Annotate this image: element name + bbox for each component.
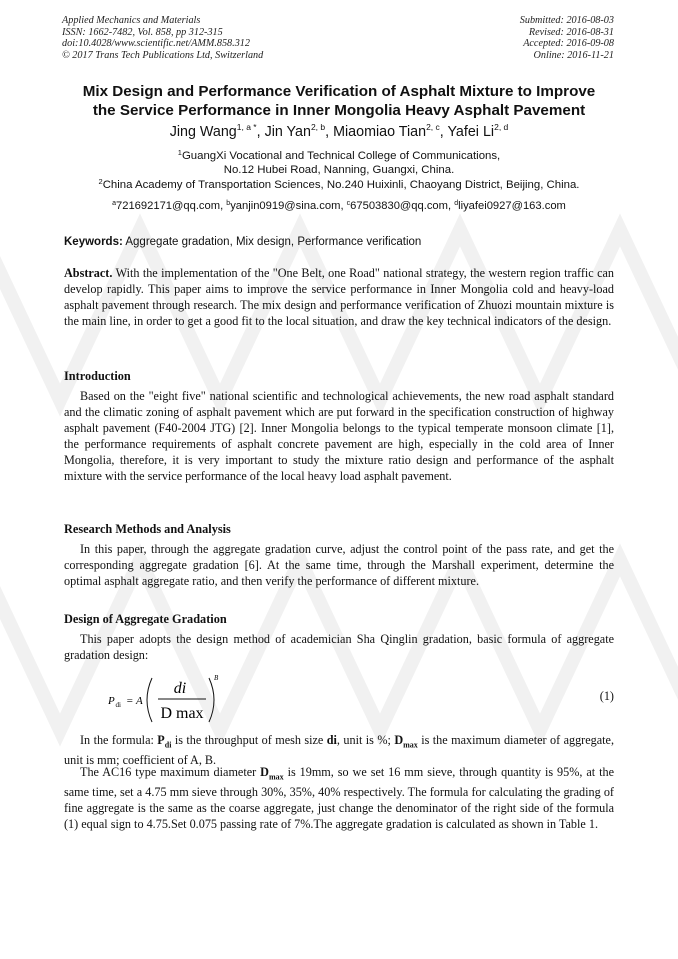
formula-lhs: P xyxy=(108,695,115,707)
equation-number: (1) xyxy=(599,689,614,703)
email-link[interactable]: 721692171@qq.com xyxy=(116,200,221,212)
introduction-text: Based on the "eight five" national scientific and technological achievements, the new road asphalt standard and the climatic zoning of asphalt pavement which are put forward in the specification construction of highway asphalt pavement (F40-2004 JTG) [2]. Inner Mongolia belongs to the typical temperate monsoon climate [1], the performance requirements of asphalt concrete pavement are high, especially in the cold area of Inner Mongolia, therefore, it is very important to study the mixture ratio design and performance of the asphalt mixture with the service performance of the local heavy load asphalt pavement. xyxy=(64,389,614,483)
formula-eq: = A xyxy=(126,695,143,707)
section-heading-design: Design of Aggregate Gradation xyxy=(64,612,227,626)
text-run: is 19mm, so we set 16 mm sieve, through quantity is 95%, at the same time, set a 4.75 mm sieve through 30%, 35%, 40% respectively. The formula for calculating the grading of fine aggregate is the same as the coarse aggregate, just change the denominator of the right side of the formula (1) equal sign to 4.75.Set 0.075 passing rate of 7%.The aggregate gradation is calculated as shown in Table 1. xyxy=(64,765,614,832)
abstract-label: Abstract. xyxy=(64,266,113,280)
email-sup: d xyxy=(454,200,459,207)
email-sup: a xyxy=(112,200,117,207)
design-text: This paper adopts the design method of academician Sha Qinglin gradation, basic formula of aggregate gradation design: xyxy=(64,632,614,662)
affiliation-line: No.12 Hubei Road, Nanning, Guangxi, China. xyxy=(223,164,455,176)
formula-numerator: di xyxy=(173,680,187,697)
section-heading-methods: Research Methods and Analysis xyxy=(64,522,231,536)
author-sup: 2, b xyxy=(310,122,326,132)
email-link[interactable]: yanjin0919@sina.com xyxy=(230,200,341,212)
author-sup: 2, d xyxy=(494,122,509,132)
symbol-d: D xyxy=(260,765,269,779)
section-heading-introduction: Introduction xyxy=(64,369,131,383)
affiliation-line: GuangXi Vocational and Technical College of Communications, xyxy=(181,150,501,162)
formula-exponent: B xyxy=(214,674,219,682)
paper-title xyxy=(50,82,628,120)
keywords-text: Aggregate gradation, Mix design, Performance verification xyxy=(122,236,422,248)
author-sup: 1, a * xyxy=(236,122,257,132)
doi: doi:10.4028/www.scientific.net/AMM.858.312 xyxy=(62,38,250,50)
title-line: the Service Performance in Inner Mongolia Heavy Asphalt Pavement xyxy=(92,102,586,119)
text-run: is the maximum diameter of aggregate, unit is mm; coefficient of A, B. xyxy=(64,733,614,768)
copyright: © 2017 Trans Tech Publications Ltd, Switzerland xyxy=(62,49,264,61)
email-sup: b xyxy=(226,200,231,207)
email-link[interactable]: 67503830@qq.com xyxy=(350,200,448,212)
email-list: $^a$721692171@qq.com, $^b$yanjin0919@sina.com, $^c$67503830@qq.com, $^d$liyafei0927@163.com xyxy=(112,200,566,212)
author-name: Miaomiao Tian xyxy=(333,124,427,140)
submitted-date: Submitted: 2016-08-03 xyxy=(519,15,614,26)
gradation-formula xyxy=(108,670,308,730)
keywords-label: Keywords: xyxy=(64,236,123,248)
affiliation-sup: 1 xyxy=(177,148,182,157)
dates-info xyxy=(520,15,614,61)
formula-lhs-sub: di xyxy=(115,701,121,709)
author-list: Jing Wang$^{1, a *}$, Jin Yan$^{2, b}$, Miaomiao Tian$^{2, c}$, Yafei Li$^{2, d}$ xyxy=(169,122,509,140)
methods-text: In this paper, through the aggregate gradation curve, adjust the control point of the pass rate, and get the corresponding aggregate gradation [6]. At the same time, through the Marshall experiment, determine the optimal asphalt aggregate ratio, and then verify the performance of different mixture. xyxy=(64,542,614,588)
revised-date: Revised: 2016-08-31 xyxy=(528,26,614,38)
accepted-date: Accepted: 2016-09-08 xyxy=(523,38,614,50)
author-name: Jin Yan xyxy=(264,124,311,140)
symbol-sub: max xyxy=(403,740,418,750)
right-paren xyxy=(209,678,214,722)
text-run: In the formula: xyxy=(80,733,158,747)
journal-name: Applied Mechanics and Materials xyxy=(62,15,201,26)
formula-denominator: D max xyxy=(160,705,204,722)
symbol-p: P xyxy=(157,733,165,747)
symbol-sub: max xyxy=(268,772,284,782)
journal-info xyxy=(62,15,263,61)
online-date: Online: 2016-11-21 xyxy=(533,49,614,61)
left-paren xyxy=(147,678,152,722)
affiliation-1 xyxy=(30,149,648,177)
title-line: Mix Design and Performance Verification of Asphalt Mixture to Improve xyxy=(82,83,596,100)
abstract xyxy=(64,266,614,330)
affiliation-2 xyxy=(30,178,648,192)
keywords xyxy=(64,235,614,249)
text-run: The AC16 type maximum diameter xyxy=(80,765,261,779)
issn: ISSN: 1662-7482, Vol. 858, pp 312-315 xyxy=(62,26,223,38)
email-link[interactable]: liyafei0927@163.com xyxy=(458,200,566,212)
text-run: , unit is %; xyxy=(336,733,395,747)
text-run: is the throughput of mesh size xyxy=(171,733,327,747)
author-name: Yafei Li xyxy=(447,124,495,140)
email-sup: c xyxy=(346,200,351,207)
formula-description xyxy=(64,733,614,769)
ac16-paragraph xyxy=(64,765,614,833)
author-name: Jing Wang xyxy=(169,124,237,140)
abstract-text: With the implementation of the "One Belt, one Road" national strategy, the western region traffic can develop rapidly. This paper aims to improve the service performance in Inner Mongolia cold and heavy-load asphalt pavement through research. The mix design and performance verification of Zhuozi mountain mixture is the main line, in order to get a good fit to the local situation, and draw the key technical indicators of the design. xyxy=(64,266,614,328)
affiliation-line: China Academy of Transportation Sciences, No.240 Huixinli, Chaoyang District, Beijing, China. xyxy=(102,179,580,191)
symbol-di: di xyxy=(326,733,337,747)
affiliation-sup: 2 xyxy=(98,177,103,186)
author-sup: 2, c xyxy=(426,122,440,132)
symbol-sub: di xyxy=(164,740,172,750)
symbol-d: D xyxy=(394,733,404,747)
